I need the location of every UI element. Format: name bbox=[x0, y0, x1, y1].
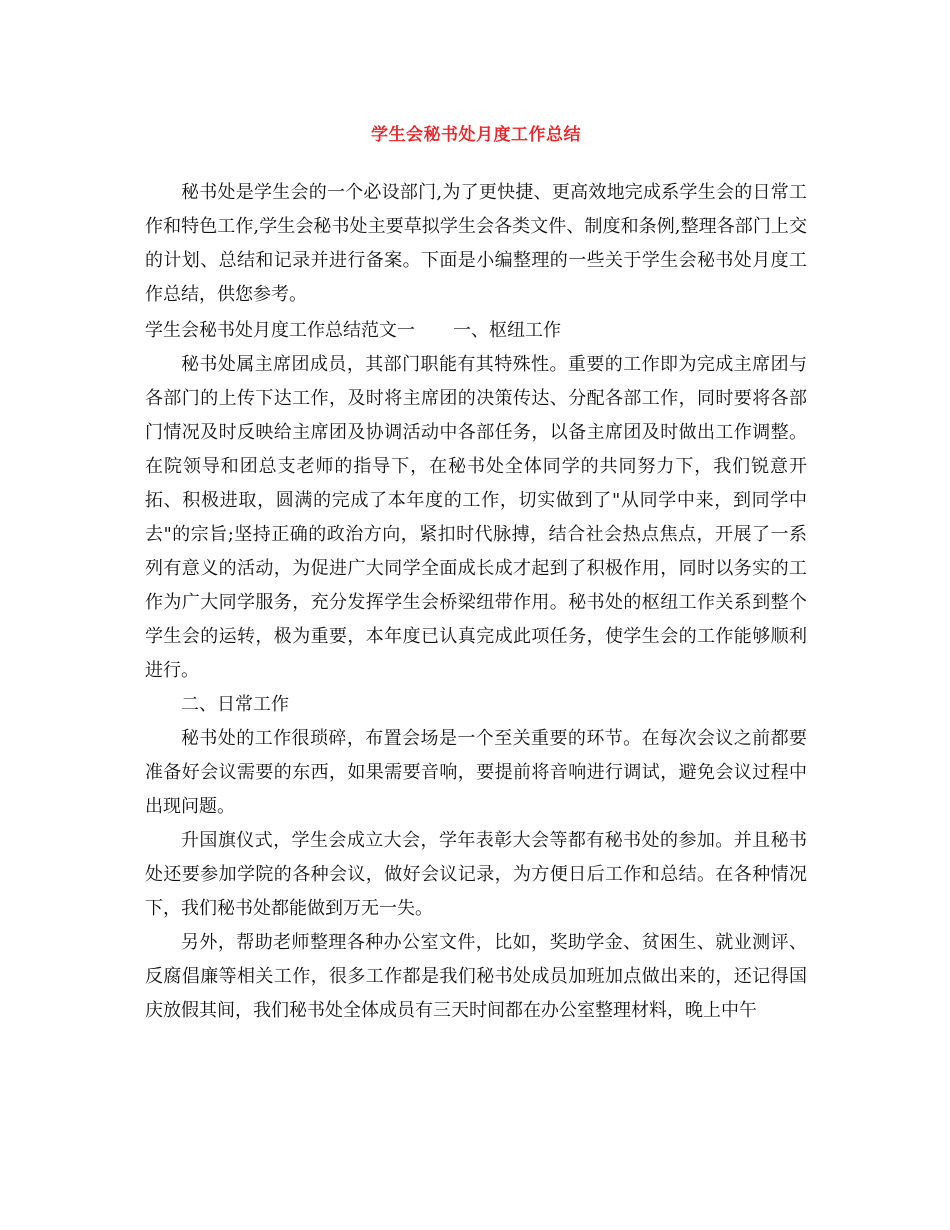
intro-paragraph: 秘书处是学生会的一个必设部门,为了更快捷、更高效地完成系学生会的日常工作和特色工作,学生会秘书处主要草拟学生会各类文件、制度和条例,整理各部门上交的计划、总结和记录并进行备案。下面是小编整理的一些关于学生会秘书处月度工作总结，供您参考。 bbox=[145, 182, 807, 305]
sample-heading: 学生会秘书处月度工作总结范文一 bbox=[145, 320, 415, 341]
section2-paragraph-2: 升国旗仪式，学生会成立大会，学年表彰大会等都有秘书处的参加。并且秘书处还要参加学院的各种会议，做好会议记录，为方便日后工作和总结。在各种情况下，我们秘书处都能做到万无一失。 bbox=[145, 830, 807, 919]
sample-heading-line bbox=[145, 314, 807, 348]
section2-paragraph-1: 秘书处的工作很琐碎，布置会场是一个至关重要的环节。在每次会议之前都要准备好会议需要的东西，如果需要音响，要提前将音响进行调试，避免会议过程中出现问题。 bbox=[145, 728, 807, 817]
section1-heading: 一、枢纽工作 bbox=[453, 320, 561, 341]
section1-body: 秘书处属主席团成员，其部门职能有其特殊性。重要的工作即为完成主席团与各部门的上传下达工作，及时将主席团的决策传达、分配各部工作，同时要将各部门情况及时反映给主席团及协调活动中各部任务，以备主席团及时做出工作调整。 在院领导和团总支老师的指导下，在秘书处全体同学的共同努力下，我们锐意开拓、积极进取，圆满的完成了本年度的工作，切实做到了"从同学中来，到同学中去"的宗旨;坚持正确的政治方向，紧扣时代脉搏，结合社会热点焦点，开展了一系列有意义的活动，为促进广大同学全面成长成才起到了积极作用，同时以务实的工作为广大同学服务，充分发挥学生会桥梁纽带作用。秘书处的枢纽工作关系到整个学生会的运转，极为重要，本年度已认真完成此项任务，使学生会的工作能够顺利进行。 bbox=[145, 354, 807, 681]
section2-heading: 二、日常工作 bbox=[181, 694, 289, 715]
document-title: 学生会秘书处月度工作总结 bbox=[371, 125, 581, 145]
document-body bbox=[145, 118, 807, 1028]
section2-paragraph-3: 另外，帮助老师整理各种办公室文件，比如，奖助学金、贫困生、就业测评、反腐倡廉等相关工作，很多工作都是我们秘书处成员加班加点做出来的，还记得国庆放假其间，我们秘书处全体成员有三天时间都在办公室整理材料，晚上中午 bbox=[145, 932, 807, 1021]
